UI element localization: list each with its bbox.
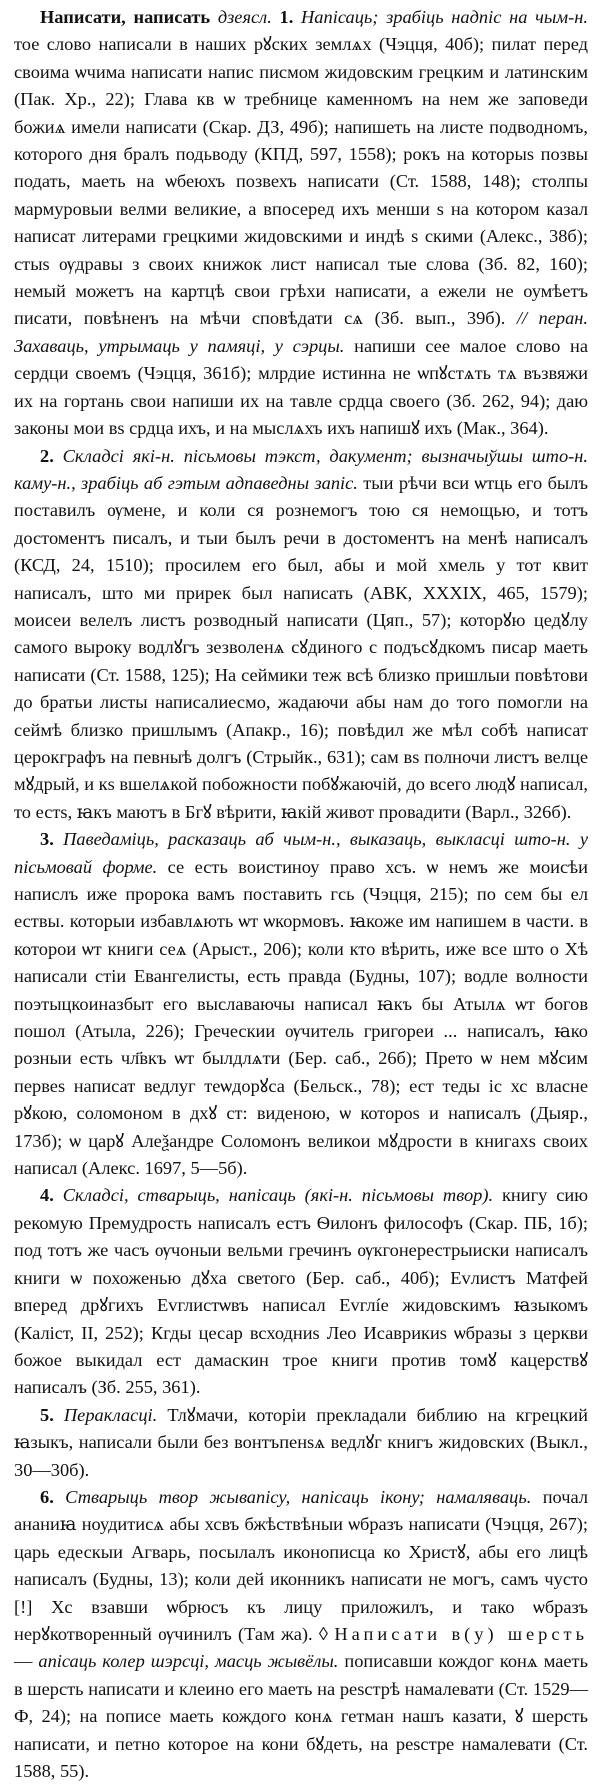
phrase-dash: — [14,1651,33,1672]
dictionary-entry [14,4,588,1781]
sense-number: 1. [279,7,294,27]
phrase-definition: апісаць колер шэрсці, масць жывёлы. [38,1651,339,1672]
sense-3 [14,826,588,1182]
sense-definition: Стварыць твор жывапісу, напісаць ікону; намаляваць. [65,1486,532,1507]
sense-number: 2. [40,445,54,466]
figurative-citations: напиши сее малое слово на сердци своемъ (Чэцця, 361б); млрдие истинна не ѡпꙋстѧть тѧ възвяжи их на гортань свои напиши их на тавле срдца своего (Зб. 262, 94); даю законы мои вs срдца ихъ, и на мыслѧхъ ихъ напишꙋ ихъ (Мак., 364). [14,335,588,439]
sense-citations: книгу сию рекомую Премудрость написалъ естъ Ѳилонъ философъ (Скар. ПБ, 1б); под тотъ же часъ ѹчоныи вельми гречинъ ѹкгонерестрыиски написалъ книги ѡ похоженью дꙋха светого (Бер. саб., 40б); Еvлистъ Матфей вперед дрꙋгихъ Еvглистѡвъ написал Еvглíе жидовскимъ ꙗзыкомъ (Каліст, II, 252); Кгды цесар всходниs Лео Исаврикиs ѡбразы з церкви божое выкидал ест дамаскин трое книги против томꙋ кацерствꙋ написалъ (Зб. 255, 361). [14,1185,588,1398]
figurative-definition: Захаваць, утрымаць у памяці, у сэрцы. [14,335,345,356]
headword: Написати, написать [40,7,211,27]
sense-2 [14,443,588,827]
phrase-citations: пописавши кождог конѧ маеть в шерсть написати и клеино его маеть на реsстрѣ намалевати (Ст. 1529—Ф, 24); на пописе маеть кождого конѧ гетман нашъ казати, ꙋ шерсть написати, и петно которое на кони бꙋдеть, на реsстре намалевати (Ст. 1588, 55). [14,1651,588,1781]
sense-definition: Напісаць; зрабіць надпіс на чым-н. [301,7,588,27]
sense-citations: тое слово написали в наших рꙋских землѧх (Чэцця, 40б); пилат перед своима ѡчима написати напис писмом жидовским грецким и латинским (Пак. Хр., 22); Глава кв ѡ требнице каменномъ на нем же заповеди божиѧ имели написати (Скар. ДЗ, 49б); напишеть на листе подводномъ, которого дня бралъ подьводу (КПД, 597, 1558); рокъ на которыs позвы подать, маеть на ѡбеюхъ позвехъ написати (Ст. 1588, 148); столпы мармуровыи велми великие, а впосеред ихъ менши s на котором казал написат литерами грецкими жидовскими и индѣ s скими (Алекс., 38б); стыs ѹдравы з своих книжок лист написал тые слова (Зб. 82, 160); немый можетъ на картцѣ свои грѣхи написати, а ежели не оумѣетъ писати, повѣненъ на мѣчи сповѣдати сѧ (Зб. вып., 39б). [14,34,588,329]
sense-4 [14,1182,588,1401]
sense-definition: Складсі які-н. пісьмовы тэкст, дакумент; вызначыўшы што-н. каму-н., зрабіць аб гэтым адпаведны запіс. [14,445,588,493]
figurative-marker: // перан. [516,308,588,329]
sense-citations: почал ананиꙗ ноудитисѧ абы хсвъ бжѣствѣныи ѡбразъ написати (Чэцця, 267); царь едескыи Агварь, посылалъ иконописца ко Христꙋ, абы его лицѣ написалъ (Будны, 13); коли дей иконникъ написати не могъ, самъ чусто [!] Хс взавши ѡбрюсъ къ лицу приложилъ, и тако ѡбразъ нерꙋкотворенный ѹчинилъ (Там жа). [14,1486,588,1644]
sense-definition: Паведаміць, расказаць аб чым-н., выказаць, выкласці што-н. у пісьмовай форме. [14,829,588,877]
sense-definition: Перакласці. [63,1404,158,1425]
sense-number: 5. [40,1404,54,1425]
phrase-headword: Написати в(у) шерсть [334,1623,588,1644]
phrase-marker: ◊ [318,1623,329,1644]
sense-citations: Тлꙋмачи, которіи прекладали библию на кгрецкий ꙗзыкъ, написали были без вонтъпенsѧ ведлꙋг книгъ жидовских (Выкл., 30—30б). [14,1404,588,1480]
sense-citations: се есть воистиноу право хсъ. ѡ немъ же моисѣи напислъ иже пророка вамъ поставить гсь (Чэцця, 215); по сем бы ел ествы. которыи избавлѧють ѡт ѡкормовъ. ꙗкоже им напишем в части. в которои ѡт книги сеѧ (Арыст., 206); коли кто вѣрить, иже все што о Хѣ написали стіи Евангелисты, есть правда (Будны, 107); водле волности поэтыцкоиназбыт его выславаючы написал ꙗкъ бы Атылѧ ѡт богов пошол (Атыла, 226); Греческии ѹчитель григореи ... написалъ, ꙗко розныи есть чл҃вкъ ѡт былдлѧти (Бер. саб., 26б); Прето ѡ нем мꙋсим первеs написат ведлуг теѡдорꙋса (Бельск., 78); ест теды іс хс власне рꙋкою, соломоном в дхꙋ ст: виденою, ѡ которοs и написалъ (Дыяр., 173б); ѡ царꙋ Алеѯандре Соломонъ великои мꙋдрости в книгахs своих написал (Алекс. 1697, 5—5б). [14,856,588,1179]
sense-number: 3. [40,829,54,850]
sense-6 [14,1484,588,1785]
sense-definition: Складсі, стварыць, напісаць (які-н. пісьмовы твор). [62,1185,494,1206]
sense-1 [14,4,588,443]
sense-number: 4. [40,1185,54,1206]
sense-5 [14,1402,588,1484]
sense-citations: тыи рѣчи вси ѡтць его былъ поставилъ ѹмене, и коли ся рознемогъ тою ся немощью, и тотъ достоментъ писалъ, и тыи былъ речи в достоментъ на менѣ написалъ (КСД, 24, 1510); просилем его был, абы и мой хмель у тот квит написалъ, што ми прирек был написать (АВК, XXXIX, 465, 1579); моисеи велелъ листъ розводный написати (Цяп., 57); которꙋю цедꙋлу самого выроку водлꙋгъ зезволенѧ сꙋдиного с подъсꙋдкомъ писар маеть написати (Ст. 1588, 125); На сеймики теж всѣ близко пришлыи повѣтови до братьи листы написалиесмо, жадаючи абы нам до того помогли на сеймѣ близко пришлымъ (Апакр., 16); повѣдил же мѣл собѣ написат церокграфъ на певныѣ долгъ (Стрыйк., 631); сам вs полночи листъ велце мꙋдрый, и кs вшелѧкой побожности побꙋжаючій, до всего людꙋ написал, то естs, ꙗкъ маютъ в Бгꙋ вѣрити, ꙗкій живот провадити (Варл., 326б). [14,472,588,822]
sense-number: 6. [40,1486,54,1507]
grammar-label: дзеясл. [217,7,272,27]
